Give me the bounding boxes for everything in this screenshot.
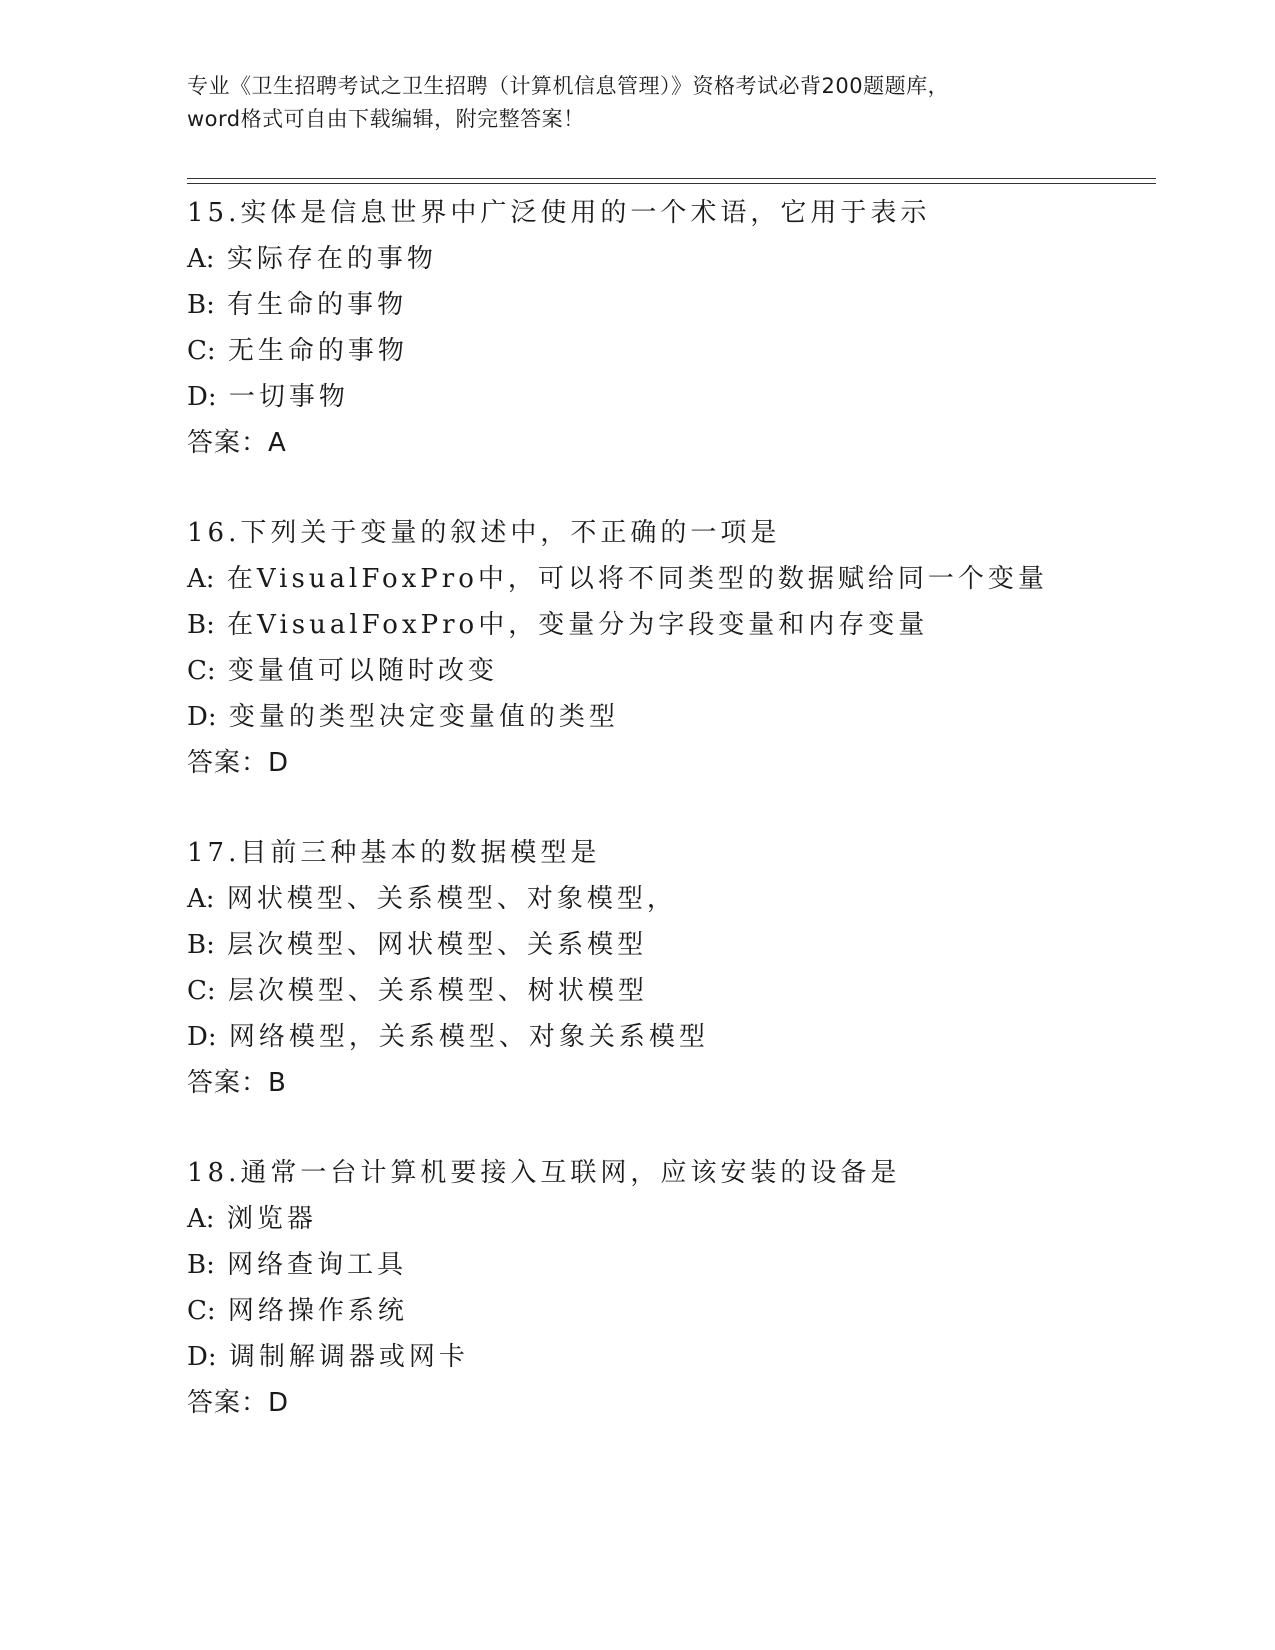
option-letter: B:	[187, 1250, 215, 1280]
option-d	[187, 694, 1157, 740]
option-d	[187, 1334, 1157, 1380]
option-c	[187, 1288, 1157, 1334]
option-letter: B:	[187, 610, 215, 640]
option-text: 网络操作系统	[227, 1296, 408, 1326]
option-text: 有生命的事物	[227, 290, 408, 320]
option-text: 层次模型、网状模型、关系模型	[227, 930, 648, 960]
option-c	[187, 648, 1157, 694]
option-letter: A:	[187, 1204, 215, 1234]
question-stem: 15.实体是信息世界中广泛使用的一个术语，它用于表示	[187, 198, 931, 228]
question-list	[187, 190, 1157, 1470]
option-a	[187, 556, 1157, 602]
option-text: 实际存在的事物	[226, 244, 437, 274]
question-stem: 18.通常一台计算机要接入互联网，应该安装的设备是	[187, 1158, 901, 1188]
option-letter: C:	[187, 336, 216, 366]
option-text: 变量值可以随时改变	[227, 656, 498, 686]
answer-label: 答案：D	[187, 1388, 290, 1418]
option-c	[187, 968, 1157, 1014]
option-c	[187, 328, 1157, 374]
option-d	[187, 1014, 1157, 1060]
option-b	[187, 1242, 1157, 1288]
option-d	[187, 374, 1157, 420]
option-letter: C:	[187, 656, 216, 686]
answer-label: 答案：D	[187, 748, 290, 778]
option-letter: C:	[187, 976, 216, 1006]
option-a	[187, 876, 1157, 922]
option-text: 网状模型、关系模型、对象模型，	[226, 884, 677, 914]
option-text: 在VisualFoxPro中，变量分为字段变量和内存变量	[227, 610, 929, 640]
header-divider-bottom	[187, 183, 1156, 184]
option-text: 变量的类型决定变量值的类型	[228, 702, 619, 732]
question-15	[187, 190, 1157, 510]
option-b	[187, 922, 1157, 968]
option-letter: D:	[187, 1022, 217, 1052]
option-text: 浏览器	[226, 1204, 317, 1234]
header-divider-top	[187, 178, 1156, 179]
option-text: 网络查询工具	[227, 1250, 408, 1280]
option-letter: D:	[187, 382, 217, 412]
option-letter: D:	[187, 1342, 217, 1372]
option-text: 网络模型，关系模型、对象关系模型	[228, 1022, 709, 1052]
question-17	[187, 830, 1157, 1150]
question-18	[187, 1150, 1157, 1470]
option-text: 一切事物	[228, 382, 349, 412]
question-16	[187, 510, 1157, 830]
option-letter: A:	[187, 244, 215, 274]
option-a	[187, 236, 1157, 282]
option-b	[187, 282, 1157, 328]
question-stem: 16.下列关于变量的叙述中，不正确的一项是	[187, 518, 781, 548]
option-text: 调制解调器或网卡	[228, 1342, 469, 1372]
option-text: 层次模型、关系模型、树状模型	[227, 976, 648, 1006]
header-line-2: word格式可自由下载编辑，附完整答案！	[187, 107, 585, 131]
header-line-1: 专业《卫生招聘考试之卫生招聘（计算机信息管理）》资格考试必背200题题库，	[187, 74, 950, 98]
option-letter: A:	[187, 564, 215, 594]
option-b	[187, 602, 1157, 648]
option-text: 无生命的事物	[227, 336, 408, 366]
option-letter: D:	[187, 702, 217, 732]
option-letter: B:	[187, 290, 215, 320]
option-letter: B:	[187, 930, 215, 960]
option-a	[187, 1196, 1157, 1242]
answer-label: 答案：A	[187, 428, 287, 458]
option-letter: C:	[187, 1296, 216, 1326]
option-letter: A:	[187, 884, 215, 914]
answer-label: 答案：B	[187, 1068, 287, 1098]
option-text: 在VisualFoxPro中，可以将不同类型的数据赋给同一个变量	[226, 564, 1048, 594]
question-stem: 17.目前三种基本的数据模型是	[187, 838, 601, 868]
document-header	[187, 70, 1087, 136]
